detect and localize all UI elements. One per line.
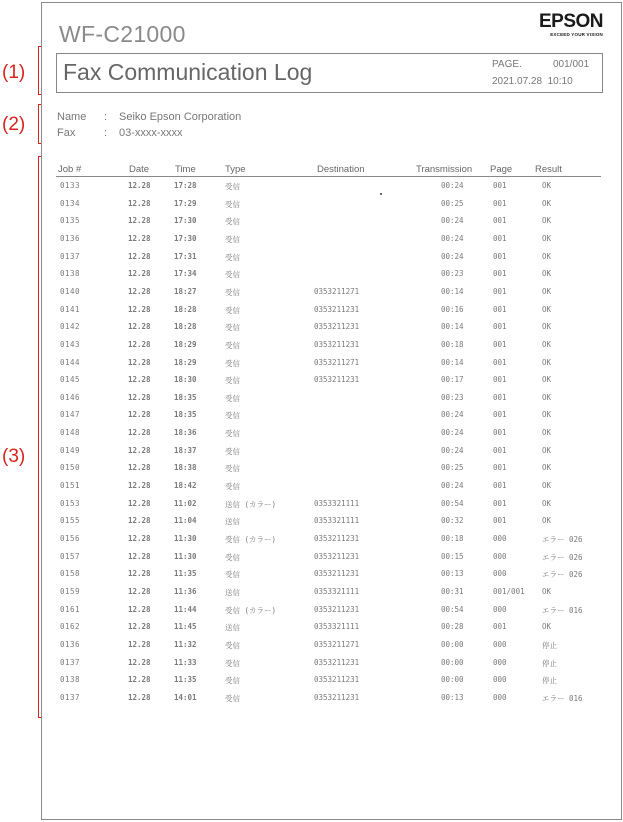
cell-res: OK (542, 322, 552, 332)
cell-dest: 0353211231 (314, 304, 360, 314)
table-row (42, 358, 621, 368)
cell-date: 12.28 (128, 622, 151, 632)
cell-job: 0151 (60, 481, 81, 491)
table-row (42, 658, 621, 668)
cell-job: 0137 (60, 692, 81, 702)
cell-type: 送信 (225, 587, 240, 597)
cell-type: 受信 (カラー) (225, 605, 277, 615)
cell-res: 停止 (542, 658, 557, 668)
page-label: PAGE. (492, 59, 522, 70)
cell-type: 受信 (225, 182, 240, 191)
cell-res: エラー 026 (542, 552, 583, 562)
cell-type: 受信 (225, 411, 240, 421)
cell-res: OK (542, 304, 552, 314)
cell-time: 17:30 (174, 233, 197, 243)
table-row (42, 252, 621, 262)
header-rule (56, 176, 601, 177)
col-job: Job # (58, 164, 82, 175)
cell-trans: 00:14 (441, 357, 464, 367)
cell-res: 停止 (542, 676, 557, 686)
cell-date: 12.28 (128, 428, 151, 438)
cell-page: 001 (493, 622, 507, 632)
cell-time: 17:34 (174, 269, 197, 279)
cell-date: 12.28 (128, 233, 151, 243)
cell-page: 001 (493, 269, 507, 279)
cell-trans: 00:25 (441, 198, 464, 208)
cell-res: OK (542, 357, 552, 367)
table-row (42, 287, 621, 297)
cell-job: 0149 (60, 445, 81, 455)
cell-trans: 00:13 (441, 692, 464, 702)
table-row (42, 269, 621, 279)
cell-time: 11:35 (174, 675, 197, 685)
cell-time: 18:28 (174, 304, 197, 314)
cell-page: 001 (493, 463, 507, 473)
cell-page: 001 (493, 286, 507, 296)
cell-date: 12.28 (128, 322, 151, 332)
cell-type: 受信 (225, 464, 240, 474)
page-number: 001/001 (553, 59, 590, 70)
cell-dest: 0353211231 (314, 604, 360, 614)
cell-job: 0155 (60, 516, 81, 526)
cell-type: 受信 (225, 234, 240, 244)
cell-dest: 0353321111 (314, 498, 360, 508)
cell-page: 001 (493, 251, 507, 261)
cell-date: 12.28 (128, 375, 151, 385)
col-page: Page (490, 164, 513, 175)
cell-trans: 00:24 (441, 216, 464, 226)
cell-dest: 0353211231 (314, 675, 360, 685)
cell-time: 18:30 (174, 375, 197, 385)
name-sep: : (104, 111, 108, 123)
name-value: Seiko Epson Corporation (119, 111, 242, 123)
cell-date: 12.28 (128, 286, 151, 296)
cell-job: 0135 (60, 216, 81, 226)
cell-trans: 00:17 (441, 375, 464, 385)
cell-type: 受信 (225, 658, 240, 668)
cell-time: 18:35 (174, 392, 197, 402)
annotation-1: (1) (2, 62, 26, 83)
cell-date: 12.28 (128, 498, 151, 508)
cell-res: エラー 016 (542, 693, 583, 703)
cell-time: 17:31 (174, 251, 197, 261)
cell-job: 0148 (60, 428, 81, 438)
table-row (42, 481, 621, 491)
cell-page: 000 (493, 657, 507, 667)
cell-job: 0140 (60, 286, 81, 296)
cell-date: 12.28 (128, 463, 151, 473)
cell-page: 001 (493, 516, 507, 526)
cell-type: 受信 (225, 358, 240, 368)
cell-time: 11:30 (174, 551, 197, 561)
cell-page: 000 (493, 534, 507, 543)
cell-time: 11:32 (174, 639, 197, 649)
cell-page: 001 (493, 428, 507, 438)
cell-time: 18:37 (174, 445, 197, 455)
cell-dest: 0353321111 (314, 622, 360, 632)
cell-date: 12.28 (128, 604, 151, 614)
cell-job: 0133 (60, 181, 81, 190)
cell-time: 18:29 (174, 339, 197, 349)
cell-type: 受信 (225, 693, 240, 703)
table-row (42, 675, 621, 685)
table-row (42, 340, 621, 350)
cell-dest: 0353211231 (314, 692, 360, 702)
fax-log-sheet (41, 2, 622, 820)
cell-page: 001 (493, 357, 507, 367)
cell-type: 受信 (225, 376, 240, 386)
cell-dest: 0353211231 (314, 322, 360, 332)
table-row (42, 552, 621, 562)
table-row (42, 375, 621, 385)
cell-job: 0137 (60, 657, 81, 667)
cell-trans: 00:24 (441, 410, 464, 420)
cell-dest: 0353321111 (314, 516, 360, 526)
cell-dest: 0353211271 (314, 639, 360, 649)
cell-job: 0162 (60, 622, 81, 632)
cell-res: OK (542, 251, 552, 261)
cell-type: 受信 (225, 446, 240, 456)
annotation-3: (3) (2, 446, 26, 467)
cell-job: 0145 (60, 375, 81, 385)
cell-res: OK (542, 216, 552, 226)
col-date: Date (129, 164, 150, 175)
cell-res: OK (542, 445, 552, 455)
cell-res: OK (542, 339, 552, 349)
cell-time: 17:29 (174, 198, 197, 208)
cell-res: OK (542, 233, 552, 243)
cell-trans: 00:00 (441, 675, 464, 685)
model-name: WF-C21000 (59, 21, 186, 47)
table-row (42, 499, 621, 509)
cell-page: 001 (493, 375, 507, 385)
table-row (42, 234, 621, 244)
col-result: Result (535, 164, 562, 175)
cell-page: 000 (493, 675, 507, 685)
col-type: Type (225, 164, 246, 175)
cell-time: 11:35 (174, 569, 197, 579)
cell-job: 0136 (60, 639, 81, 649)
cell-job: 0147 (60, 410, 81, 420)
cell-type: 受信 (225, 640, 240, 650)
cell-page: 001 (493, 481, 507, 491)
cell-time: 18:28 (174, 322, 197, 332)
logo-tagline: EXCEED YOUR VISION (550, 32, 603, 37)
speck (380, 193, 382, 195)
col-transmission: Transmission (416, 164, 473, 175)
cell-date: 12.28 (128, 181, 151, 190)
table-row (42, 622, 621, 632)
cell-type: 受信 (225, 199, 240, 209)
cell-dest: 0353321111 (314, 586, 360, 596)
cell-res: OK (542, 375, 552, 385)
cell-type: 送信 (225, 517, 240, 527)
cell-res: OK (542, 392, 552, 402)
cell-trans: 00:24 (441, 181, 464, 190)
cell-type: 送信 (カラー) (225, 499, 277, 509)
cell-date: 12.28 (128, 639, 151, 649)
cell-page: 001 (493, 233, 507, 243)
cell-trans: 00:25 (441, 463, 464, 473)
cell-page: 000 (493, 604, 507, 614)
cell-date: 12.28 (128, 692, 151, 702)
cell-trans: 00:18 (441, 534, 464, 543)
table-row (42, 640, 621, 650)
name-label: Name (57, 111, 87, 123)
table-row (42, 587, 621, 597)
cell-page: 001 (493, 181, 507, 190)
cell-trans: 00:23 (441, 392, 464, 402)
table-row (42, 181, 621, 191)
table-row (42, 693, 621, 703)
cell-trans: 00:24 (441, 251, 464, 261)
col-time: Time (175, 164, 196, 175)
table-row (42, 605, 621, 615)
cell-res: エラー 026 (542, 535, 583, 544)
cell-trans: 00:00 (441, 657, 464, 667)
cell-page: 001 (493, 498, 507, 508)
cell-page: 001 (493, 322, 507, 332)
cell-type: 受信 (225, 270, 240, 280)
report-title: Fax Communication Log (63, 59, 313, 85)
cell-date: 12.28 (128, 392, 151, 402)
cell-date: 12.28 (128, 675, 151, 685)
table-row (42, 534, 621, 544)
cell-date: 12.28 (128, 534, 151, 543)
cell-res: OK (542, 586, 552, 596)
fax-sep: : (104, 127, 108, 139)
cell-date: 12.28 (128, 569, 151, 579)
cell-job: 0144 (60, 357, 81, 367)
cell-date: 12.28 (128, 551, 151, 561)
cell-trans: 00:13 (441, 569, 464, 579)
cell-time: 17:28 (174, 181, 197, 190)
cell-page: 001 (493, 339, 507, 349)
cell-job: 0150 (60, 463, 81, 473)
table-row (42, 428, 621, 438)
table-row (42, 446, 621, 456)
cell-page: 000 (493, 551, 507, 561)
table-row (42, 393, 621, 403)
cell-type: 受信 (225, 570, 240, 580)
cell-type: 受信 (カラー) (225, 535, 277, 544)
cell-type: 受信 (225, 552, 240, 562)
cell-trans: 00:54 (441, 498, 464, 508)
cell-type: 受信 (225, 676, 240, 686)
cell-res: OK (542, 498, 552, 508)
cell-trans: 00:23 (441, 269, 464, 279)
cell-page: 001 (493, 445, 507, 455)
cell-res: エラー 016 (542, 605, 583, 615)
cell-res: エラー 026 (542, 570, 583, 580)
cell-trans: 00:32 (441, 516, 464, 526)
cell-dest: 0353211271 (314, 357, 360, 367)
cell-time: 18:42 (174, 481, 197, 491)
cell-res: OK (542, 286, 552, 296)
cell-res: OK (542, 269, 552, 279)
cell-job: 0159 (60, 586, 81, 596)
cell-job: 0142 (60, 322, 81, 332)
cell-job: 0143 (60, 339, 81, 349)
cell-dest: 0353211231 (314, 375, 360, 385)
cell-trans: 00:54 (441, 604, 464, 614)
cell-date: 12.28 (128, 339, 151, 349)
cell-job: 0146 (60, 392, 81, 402)
cell-trans: 00:18 (441, 339, 464, 349)
cell-job: 0138 (60, 269, 81, 279)
cell-page: 001 (493, 392, 507, 402)
cell-date: 12.28 (128, 269, 151, 279)
cell-job: 0153 (60, 498, 81, 508)
cell-time: 14:01 (174, 692, 197, 702)
cell-dest: 0353211231 (314, 551, 360, 561)
cell-job: 0137 (60, 251, 81, 261)
cell-res: 停止 (542, 640, 557, 650)
cell-job: 0157 (60, 551, 81, 561)
cell-date: 12.28 (128, 198, 151, 208)
cell-res: OK (542, 410, 552, 420)
cell-time: 11:02 (174, 498, 197, 508)
cell-type: 受信 (225, 287, 240, 297)
cell-type: 受信 (225, 305, 240, 315)
table-row (42, 322, 621, 332)
table-row (42, 463, 621, 473)
cell-time: 18:27 (174, 286, 197, 296)
fax-label: Fax (57, 127, 76, 139)
cell-job: 0156 (60, 534, 81, 543)
cell-type: 送信 (225, 623, 240, 633)
cell-page: 001 (493, 304, 507, 314)
cell-type: 受信 (225, 252, 240, 262)
cell-time: 18:36 (174, 428, 197, 438)
cell-date: 12.28 (128, 216, 151, 226)
cell-res: OK (542, 198, 552, 208)
cell-page: 001 (493, 410, 507, 420)
cell-dest: 0353211231 (314, 569, 360, 579)
table-row (42, 216, 621, 226)
cell-page: 000 (493, 692, 507, 702)
table-row (42, 305, 621, 315)
cell-job: 0134 (60, 198, 81, 208)
cell-trans: 00:28 (441, 622, 464, 632)
cell-trans: 00:24 (441, 481, 464, 491)
cell-res: OK (542, 622, 552, 632)
epson-logo (539, 12, 603, 37)
cell-type: 受信 (225, 393, 240, 403)
cell-time: 18:38 (174, 463, 197, 473)
cell-dest: 0353211271 (314, 286, 360, 296)
report-datetime: 2021.07.28 10:10 (492, 76, 573, 87)
title-box (56, 53, 603, 93)
cell-date: 12.28 (128, 481, 151, 491)
cell-trans: 00:14 (441, 322, 464, 332)
cell-job: 0161 (60, 604, 81, 614)
cell-job: 0141 (60, 304, 81, 314)
cell-time: 11:44 (174, 604, 197, 614)
cell-time: 17:30 (174, 216, 197, 226)
cell-page: 001 (493, 198, 507, 208)
cell-page: 001 (493, 216, 507, 226)
cell-date: 12.28 (128, 657, 151, 667)
cell-type: 受信 (225, 217, 240, 227)
cell-date: 12.28 (128, 410, 151, 420)
fax-value: 03-xxxx-xxxx (119, 127, 183, 139)
cell-page: 001/001 (493, 586, 525, 596)
table-row (42, 410, 621, 420)
cell-res: OK (542, 463, 552, 473)
cell-job: 0138 (60, 675, 81, 685)
cell-time: 11:04 (174, 516, 197, 526)
cell-res: OK (542, 516, 552, 526)
cell-trans: 00:00 (441, 639, 464, 649)
cell-res: OK (542, 428, 552, 438)
cell-date: 12.28 (128, 251, 151, 261)
cell-res: OK (542, 481, 552, 491)
cell-type: 受信 (225, 429, 240, 439)
cell-dest: 0353211231 (314, 534, 360, 543)
cell-time: 11:45 (174, 622, 197, 632)
table-row (42, 516, 621, 526)
cell-dest: 0353211231 (314, 657, 360, 667)
cell-type: 受信 (225, 482, 240, 492)
cell-time: 11:30 (174, 534, 197, 543)
col-destination: Destination (317, 164, 365, 175)
cell-trans: 00:31 (441, 586, 464, 596)
logo-word: EPSON (538, 11, 603, 32)
cell-date: 12.28 (128, 586, 151, 596)
cell-res: OK (542, 181, 552, 190)
cell-trans: 00:14 (441, 286, 464, 296)
cell-date: 12.28 (128, 304, 151, 314)
cell-trans: 00:24 (441, 233, 464, 243)
cell-job: 0158 (60, 569, 81, 579)
cell-time: 18:35 (174, 410, 197, 420)
cell-trans: 00:24 (441, 428, 464, 438)
cell-job: 0136 (60, 233, 81, 243)
cell-type: 受信 (225, 340, 240, 350)
table-row (42, 199, 621, 209)
cell-trans: 00:16 (441, 304, 464, 314)
cell-dest: 0353211231 (314, 339, 360, 349)
cell-time: 11:33 (174, 657, 197, 667)
cell-date: 12.28 (128, 445, 151, 455)
cell-page: 000 (493, 639, 507, 649)
cell-time: 18:29 (174, 357, 197, 367)
cell-date: 12.28 (128, 516, 151, 526)
cell-page: 000 (493, 569, 507, 579)
table-row (42, 569, 621, 579)
cell-type: 受信 (225, 323, 240, 333)
cell-trans: 00:15 (441, 551, 464, 561)
cell-trans: 00:24 (441, 445, 464, 455)
annotation-2: (2) (2, 114, 26, 135)
cell-time: 11:36 (174, 586, 197, 596)
cell-date: 12.28 (128, 357, 151, 367)
